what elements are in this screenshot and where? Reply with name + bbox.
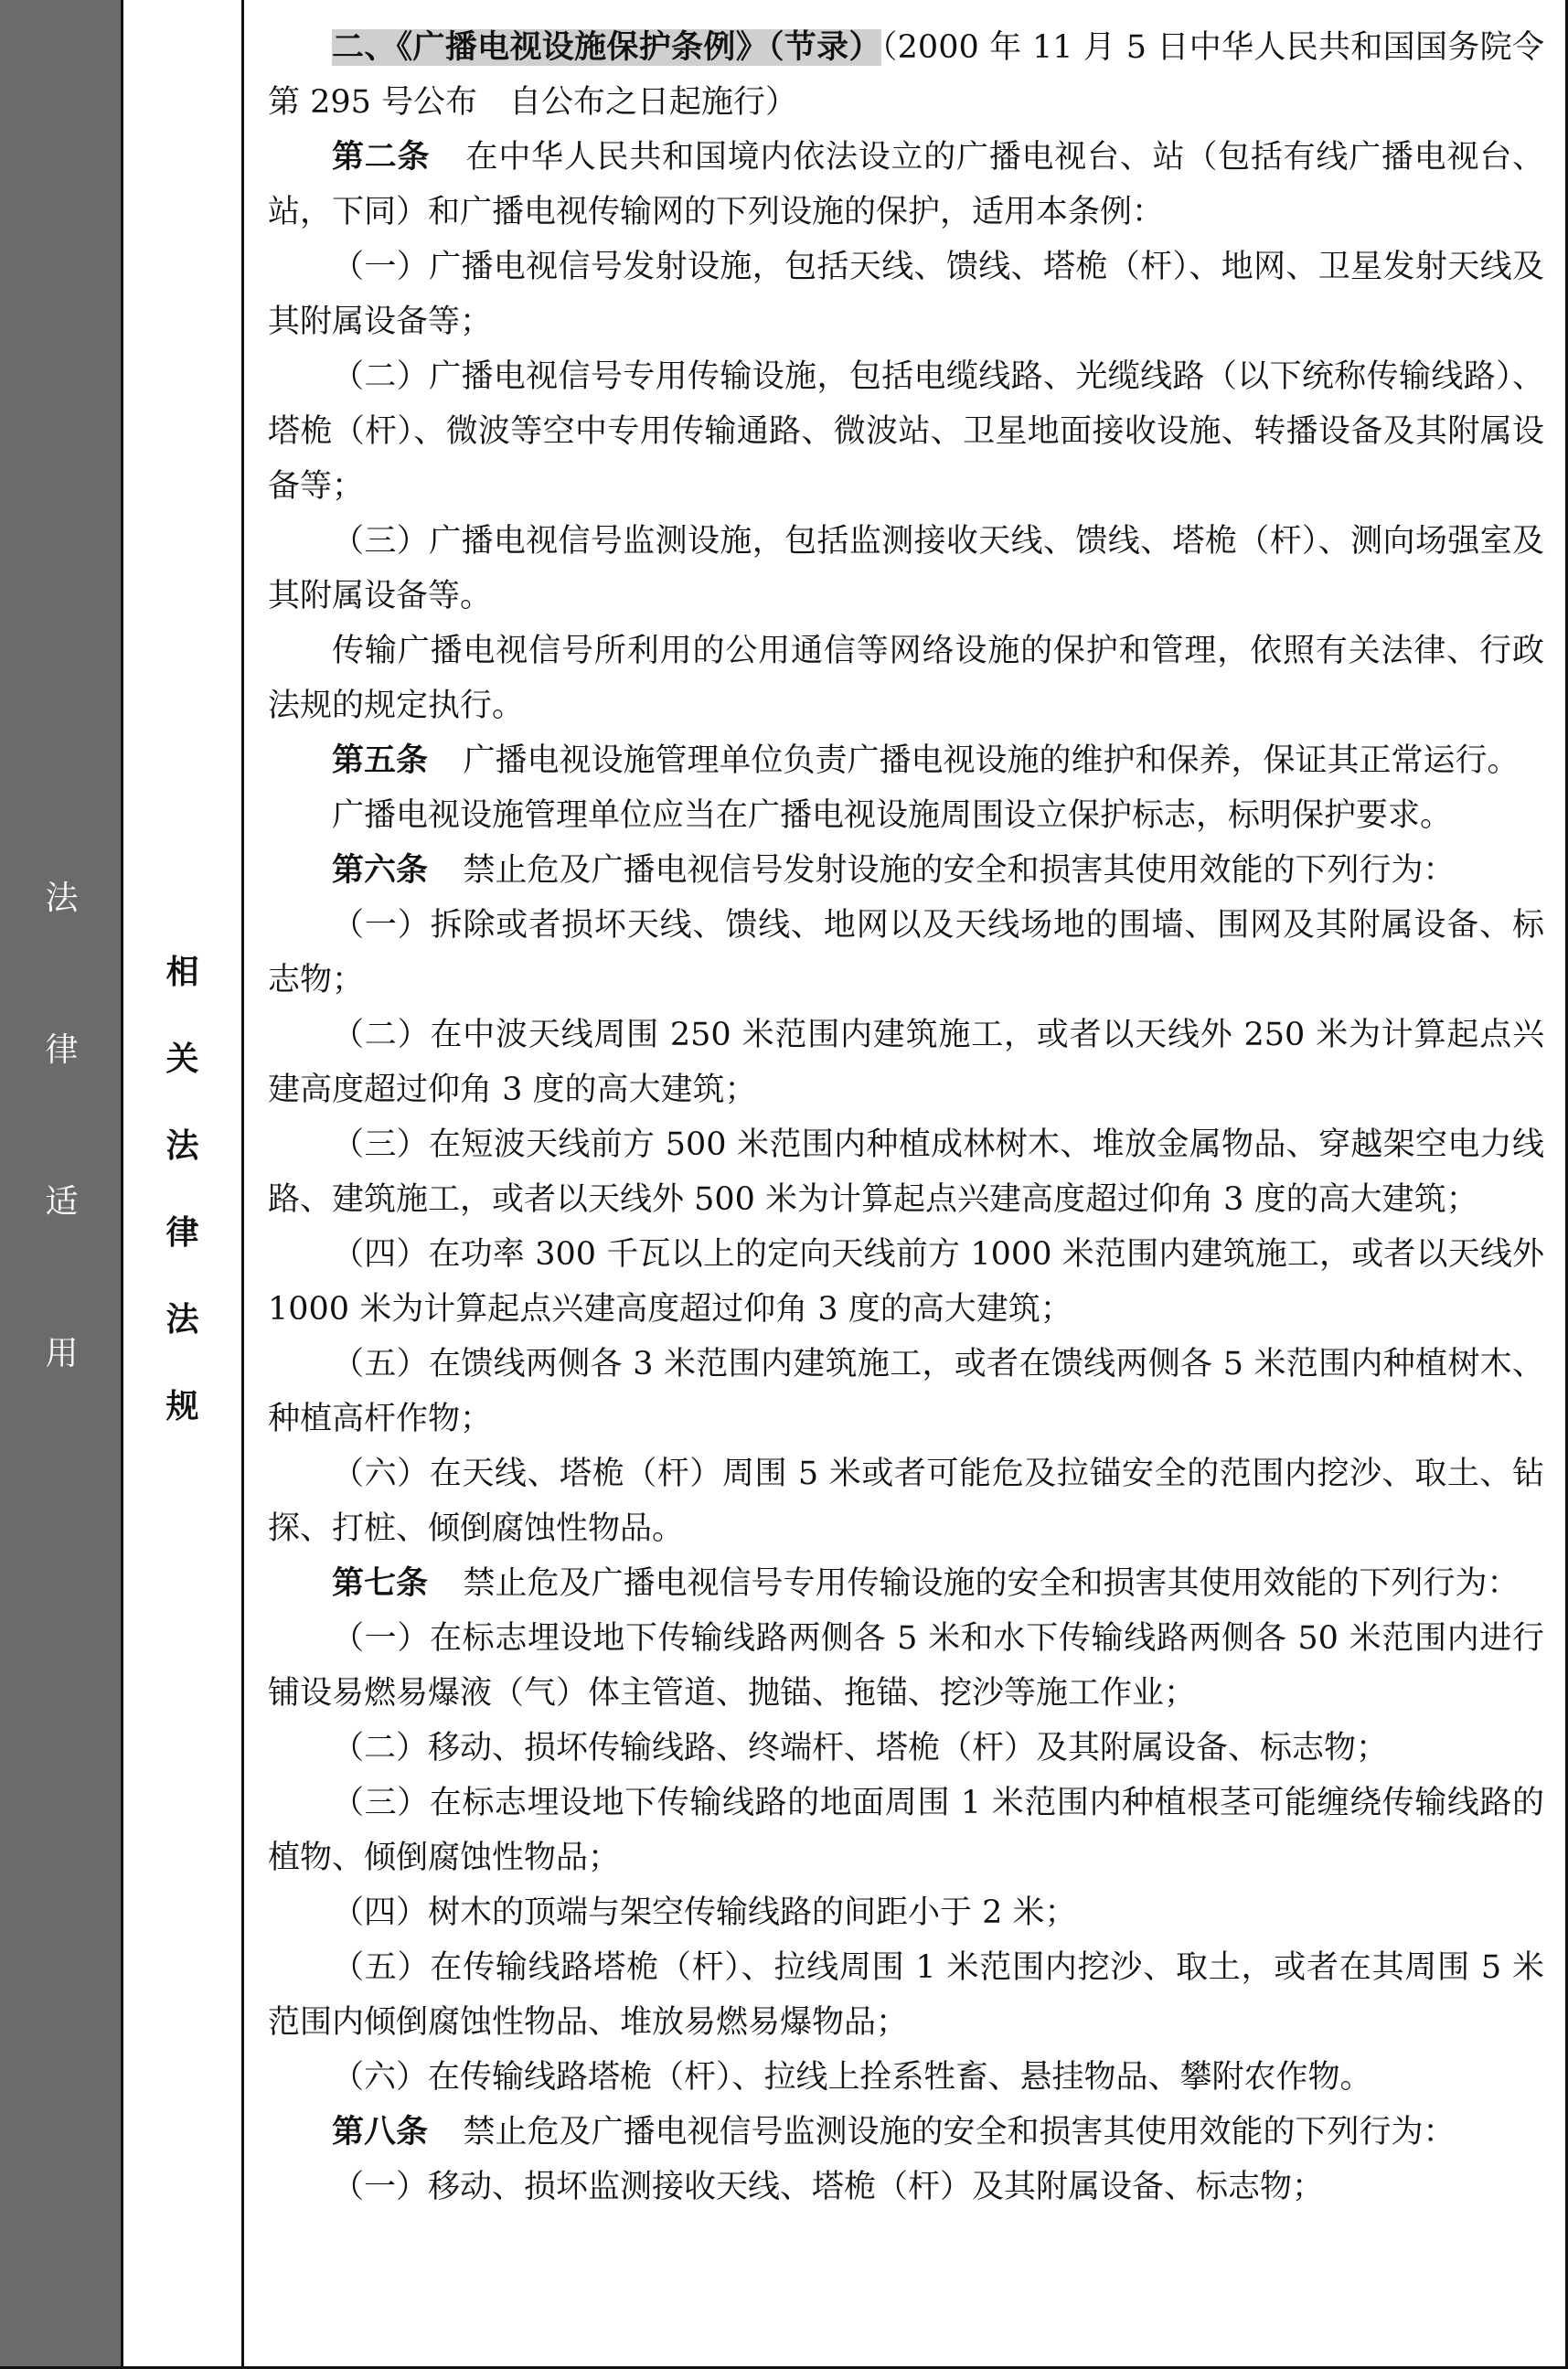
- subcategory-char: 相: [165, 954, 199, 991]
- list-item: （一）广播电视信号发射设施，包括天线、馈线、塔桅（杆）、地网、卫星发射天线及其附属设备等；: [268, 249, 1544, 340]
- list-item: （二）移动、损坏传输线路、终端杆、塔桅（杆）及其附属设备、标志物；: [332, 1730, 1389, 1766]
- subcategory-char: 关: [165, 1040, 199, 1078]
- list-item: （一）拆除或者损坏天线、馈线、地网以及天线场地的围墙、围网及其附属设备、标志物；: [268, 907, 1544, 998]
- article-text: 在中华人民共和国境内依法设立的广播电视台、站（包括有线广播电视台、站，下同）和广播电视传输网的下列设施的保护，适用本条例：: [268, 139, 1544, 230]
- article-label: 第二条: [332, 139, 431, 176]
- list-item: （四）树木的顶端与架空传输线路的间距小于 2 米；: [332, 1894, 1077, 1931]
- article-text: 禁止危及广播电视信号发射设施的安全和损害其使用效能的下列行为：: [463, 852, 1456, 889]
- article-note: 传输广播电视信号所利用的公用通信等网络设施的保护和管理，依照有关法律、行政法规的规定执行。: [268, 633, 1544, 724]
- article-paragraph: [268, 733, 1544, 788]
- document-body: [244, 0, 1568, 2369]
- article-paragraph: [268, 1556, 1544, 1611]
- subcategory-label: [123, 956, 241, 1478]
- article-text: 广播电视设施管理单位负责广播电视设施的维护和保养，保证其正常运行。: [463, 742, 1520, 779]
- list-item: （五）在传输线路塔桅（杆）、拉线周围 1 米范围内挖沙、取土，或者在其周围 5 米范围内倾倒腐蚀性物品、堆放易燃易爆物品；: [268, 1949, 1544, 2041]
- article-text: 禁止危及广播电视信号专用传输设施的安全和损害其使用效能的下列行为：: [463, 1565, 1520, 1602]
- category-char: 用: [45, 1335, 79, 1372]
- article-note: 广播电视设施管理单位应当在广播电视设施周围设立保护标志，标明保护要求。: [332, 797, 1453, 834]
- list-item: （六）在传输线路塔桅（杆）、拉线上拴系牲畜、悬挂物品、攀附农作物。: [332, 2059, 1372, 2096]
- list-item: （五）在馈线两侧各 3 米范围内建筑施工，或者在馈线两侧各 5 米范围内种植树木、种植高杆作物；: [268, 1346, 1544, 1437]
- list-item: （一）移动、损坏监测接收天线、塔桅（杆）及其附属设备、标志物；: [332, 2169, 1325, 2205]
- category-char: 法: [45, 880, 79, 917]
- list-item: （三）在短波天线前方 500 米范围内种植成林树木、堆放金属物品、穿越架空电力线路、建筑施工，或者以天线外 500 米为计算起点兴建高度超过仰角 3 度的高大建筑；: [268, 1126, 1544, 1218]
- list-item: （二）在中波天线周围 250 米范围内建筑施工，或者以天线外 250 米为计算起点兴建高度超过仰角 3 度的高大建筑；: [268, 1017, 1544, 1108]
- category-label: [0, 882, 123, 1489]
- document-heading: 二、《广播电视设施保护条例》（节录）: [332, 29, 881, 66]
- document-heading-note: （2000 年 11 月 5 日中华人民共和国国务院令第 295 号公布 自公布之日起施行）: [268, 29, 1544, 121]
- category-char: 适: [45, 1183, 79, 1221]
- list-item: （二）广播电视信号专用传输设施，包括电缆线路、光缆线路（以下统称传输线路）、塔桅（杆）、微波等空中专用传输通路、微波站、卫星地面接收设施、转播设备及其附属设备等；: [268, 358, 1544, 505]
- article-label: 第五条: [332, 742, 429, 779]
- article-label: 第六条: [332, 852, 429, 889]
- subcategory-char: 律: [165, 1214, 199, 1252]
- list-item: （三）在标志埋设地下传输线路的地面周围 1 米范围内种植根茎可能缠绕传输线路的植物、倾倒腐蚀性物品；: [268, 1785, 1544, 1876]
- list-item: （四）在功率 300 千瓦以上的定向天线前方 1000 米范围内建筑施工，或者以天线外 1000 米为计算起点兴建高度超过仰角 3 度的高大建筑；: [268, 1236, 1544, 1328]
- article-text: 禁止危及广播电视信号监测设施的安全和损害其使用效能的下列行为：: [463, 2114, 1456, 2150]
- document-heading-paragraph: [268, 20, 1544, 130]
- list-item: （一）在标志埋设地下传输线路两侧各 5 米和水下传输线路两侧各 50 米范围内进行铺设易燃易爆液（气）体主管道、抛锚、拖锚、挖沙等施工作业；: [268, 1620, 1544, 1712]
- subcategory-char: 法: [165, 1127, 199, 1165]
- category-column: [0, 0, 123, 2369]
- list-item: （六）在天线、塔桅（杆）周围 5 米或者可能危及拉锚安全的范围内挖沙、取土、钻探、打桩、倾倒腐蚀性物品。: [268, 1456, 1544, 1547]
- article-label: 第八条: [332, 2114, 429, 2150]
- article-label: 第七条: [332, 1565, 429, 1602]
- category-char: 律: [45, 1031, 79, 1069]
- subcategory-column: [123, 0, 244, 2369]
- subcategory-char: 规: [165, 1388, 199, 1425]
- article-paragraph: [268, 2105, 1544, 2160]
- article-paragraph: [268, 130, 1544, 240]
- subcategory-char: 法: [165, 1301, 199, 1339]
- list-item: （三）广播电视信号监测设施，包括监测接收天线、馈线、塔桅（杆）、测向场强室及其附属设备等。: [268, 523, 1544, 614]
- article-paragraph: [268, 843, 1544, 898]
